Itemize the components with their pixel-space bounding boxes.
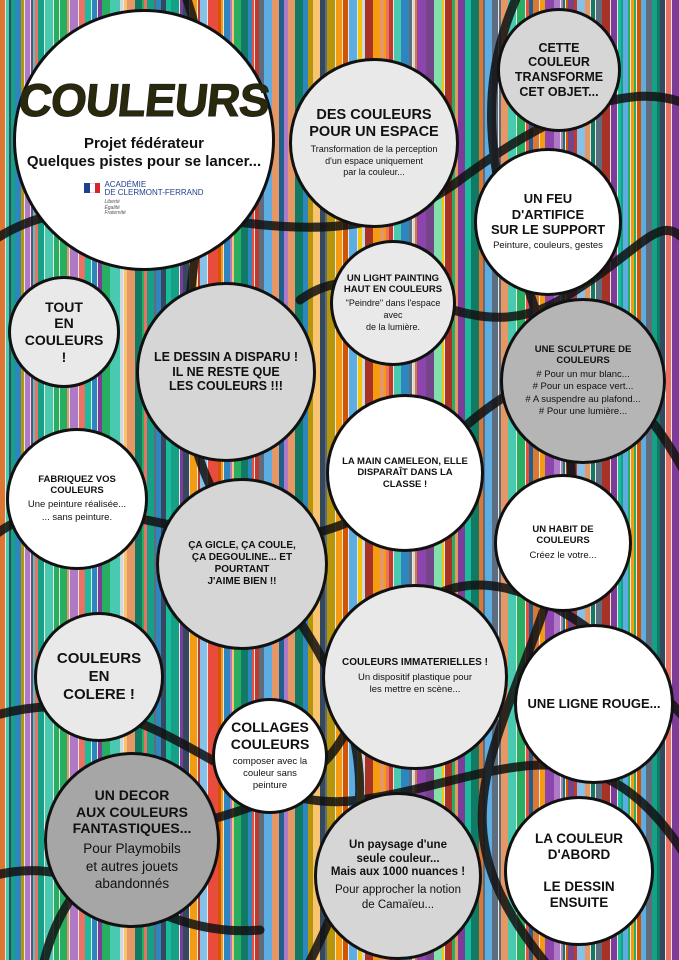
stripe bbox=[0, 0, 5, 960]
bubble-title: LA COULEUR D'ABORD LE DESSIN ENSUITE bbox=[535, 831, 623, 910]
bubble-subtitle: Peinture, couleurs, gestes bbox=[493, 240, 603, 252]
academy-logo bbox=[84, 181, 203, 217]
bubble-title: FABRIQUEZ VOS COULEURS bbox=[38, 473, 116, 497]
bubble-subtitle: "Peindre" dans l'espace avec de la lumière. bbox=[345, 298, 441, 332]
bubble-title: LE DESSIN A DISPARU ! IL NE RESTE QUE LES COULEURS !!! bbox=[154, 349, 298, 394]
stripe bbox=[672, 0, 679, 960]
stripe bbox=[634, 0, 636, 960]
french-flag-icon bbox=[84, 181, 100, 193]
bubble-subtitle: composer avec la couleur sans peinture bbox=[232, 755, 308, 792]
bubble-decor bbox=[44, 752, 220, 928]
bubble-title: DES COULEURS POUR UN ESPACE bbox=[309, 106, 439, 140]
bubble-subtitle: Un dispositif plastique pour les mettre en scène... bbox=[357, 672, 473, 696]
stripe bbox=[641, 0, 646, 960]
bubble-tout-en-couleurs bbox=[8, 276, 120, 388]
academy-name-line1: ACADÉMIE bbox=[104, 179, 147, 189]
bubble-title: Un paysage d'une seule couleur... Mais aux 1000 nuances ! bbox=[330, 839, 466, 879]
bubble-subtitle: Une peinture réalisée... ... sans peinture. bbox=[27, 499, 127, 523]
bubble-dessin-disparu bbox=[136, 282, 316, 462]
bubble-title: UNE LIGNE ROUGE... bbox=[527, 696, 661, 712]
bubble-title: LA MAIN CAMELEON, ELLE DISPARAÎT DANS LA CLASSE ! bbox=[342, 456, 468, 490]
bubble-title: UN DECOR AUX COULEURS FANTASTIQUES... bbox=[72, 787, 192, 837]
bubble-collages bbox=[212, 698, 328, 814]
bubble-title: CETTE COULEUR TRANSFORME CET OBJET... bbox=[514, 40, 604, 99]
bubble-title: UN HABIT DE COULEURS bbox=[532, 524, 594, 547]
couleurs-logo: COULEURS bbox=[16, 74, 272, 127]
bubble-title: COULEURS IMMATERIELLES ! bbox=[342, 657, 488, 669]
bubble-ligne-rouge bbox=[514, 624, 674, 784]
bubble-title: UNE SCULPTURE DE COULEURS bbox=[534, 343, 632, 366]
stripe bbox=[279, 0, 284, 960]
stripe bbox=[666, 0, 671, 960]
bubble-title: COULEURS EN COLERE ! bbox=[56, 650, 142, 703]
stripe bbox=[637, 0, 641, 960]
bubble-subtitle: Créez le votre... bbox=[529, 549, 597, 561]
bubble-subtitle: Pour Playmobils et autres jouets abandonnés bbox=[83, 840, 181, 892]
stripe bbox=[631, 0, 634, 960]
stripe bbox=[499, 0, 501, 960]
project-subtitle-line2: Quelques pistes pour se lancer... bbox=[26, 152, 262, 170]
bubble-colere bbox=[34, 612, 164, 742]
bubble-couleur-abord bbox=[504, 796, 654, 946]
bubble-title: UN LIGHT PAINTING HAUT EN COULEURS bbox=[343, 272, 443, 295]
bubble-title: TOUT EN COULEURS ! bbox=[24, 298, 104, 365]
bubble-light-painting bbox=[330, 240, 456, 366]
bubble-main-cameleon bbox=[326, 394, 484, 552]
bubble-paysage bbox=[314, 792, 482, 960]
bubble-subtitle: Pour approcher la notion de Camaïeu... bbox=[335, 883, 461, 911]
bubble-ca-gicle bbox=[156, 478, 328, 650]
stripe bbox=[284, 0, 288, 960]
project-subtitle-line1: Projet fédérateur bbox=[83, 135, 205, 153]
bubble-title: UN FEU D'ARTIFICE SUR LE SUPPORT bbox=[490, 191, 606, 237]
bubble-subtitle: # Pour un mur blanc... # Pour un espace vert... # A suspendre au plafond... # Pour une lumière... bbox=[525, 369, 641, 418]
bubble-sculpture bbox=[500, 298, 666, 464]
bubble-feu-artifice bbox=[474, 148, 622, 296]
bubble-title: COLLAGES COULEURS bbox=[230, 719, 310, 752]
title-bubble bbox=[13, 9, 275, 271]
bubble-fabriquez bbox=[6, 428, 148, 570]
bubble-immaterielles bbox=[322, 584, 508, 770]
bubble-subtitle: Transformation de la perception d'un espace uniquement par la couleur... bbox=[310, 144, 438, 178]
bubble-cette-couleur bbox=[497, 8, 621, 132]
academy-name-line2: DE CLERMONT-FERRAND bbox=[104, 188, 204, 198]
bubble-habit bbox=[494, 474, 632, 612]
bubble-des-couleurs-espace bbox=[289, 58, 459, 228]
republic-motto: Liberté Égalité Fraternité bbox=[104, 199, 126, 217]
bubble-title: ÇA GICLE, ÇA COULE, ÇA DEGOULINE... ET POURTANT J'AIME BIEN !! bbox=[188, 540, 296, 587]
